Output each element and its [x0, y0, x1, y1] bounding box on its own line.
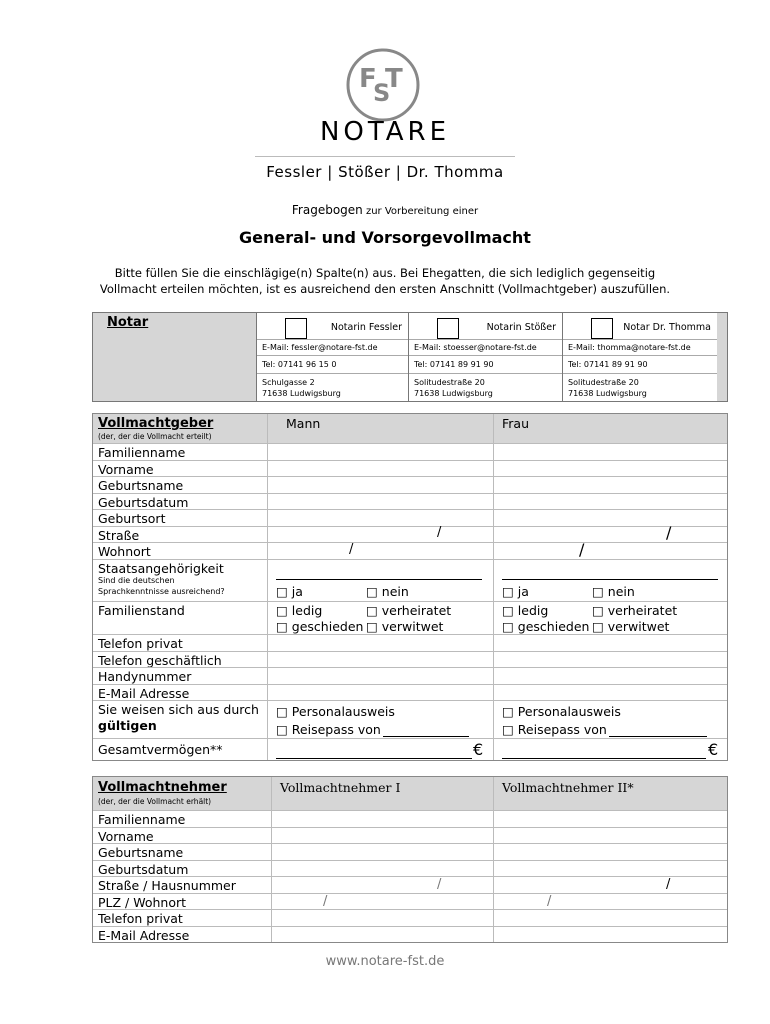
table-row: Geburtsname	[93, 476, 727, 493]
input-geburtsname-mann[interactable]	[267, 477, 493, 493]
notar-checkbox-stoesser[interactable]	[437, 318, 459, 339]
form-intro-line: Fragebogen zur Vorbereitung einer	[291, 203, 479, 217]
table-row: Gesamtvermögen** € €	[93, 738, 727, 760]
input-familienname-mann[interactable]	[267, 444, 493, 460]
notar-option-stoesser: Notarin Stößer E-Mail: stoesser@notare-fst.de Tel: 07141 89 91 90 Solitudestraße 20 71638 Ludwigsburg	[408, 313, 562, 401]
table-row: E-Mail Adresse	[93, 684, 727, 700]
table-row: Geburtsort	[93, 509, 727, 526]
checkbox-geschieden-frau[interactable]: □ geschieden	[502, 619, 590, 634]
svg-text:T: T	[385, 64, 403, 94]
input-vorname-nehmer2[interactable]	[493, 828, 727, 843]
table-row: Geburtsdatum	[93, 493, 727, 509]
checkbox-personalausweis-frau[interactable]: □ Personalausweis	[502, 704, 621, 719]
input-tel-privat-mann[interactable]	[267, 635, 493, 651]
input-tel-privat-nehmer1[interactable]	[271, 910, 493, 926]
input-handy-frau[interactable]	[493, 668, 727, 684]
vollmachtnehmer-table	[92, 776, 728, 943]
table-row: PLZ / Wohnort / /	[93, 893, 727, 909]
input-staat-frau[interactable]	[493, 560, 727, 601]
input-strasse-nehmer2[interactable]: /	[493, 877, 727, 893]
table-row: Geburtsname	[93, 843, 727, 860]
svg-text:S: S	[373, 79, 391, 107]
table-row: Staatsangehörigkeit Sind die deutschen Sprachkenntnisse ausreichend? □ ja □ nein □ ja □ nein	[93, 559, 727, 601]
input-vermoegen-frau[interactable]: €	[493, 739, 727, 760]
checkbox-verheiratet-mann[interactable]: □ verheiratet	[366, 603, 452, 618]
input-plz-nehmer2[interactable]: /	[493, 894, 727, 909]
input-familienname-nehmer2[interactable]	[493, 811, 727, 827]
checkbox-personalausweis-mann[interactable]: □ Personalausweis	[276, 704, 395, 719]
input-plz-nehmer1[interactable]: /	[271, 894, 493, 909]
fst-logo	[345, 47, 421, 123]
input-tel-privat-nehmer2[interactable]	[493, 910, 727, 926]
footer-website: www.notare-fst.de	[325, 954, 445, 969]
input-geburtsname-nehmer1[interactable]	[271, 844, 493, 860]
table-row: Straße / Hausnummer / /	[93, 876, 727, 893]
input-vermoegen-mann[interactable]: €	[267, 739, 493, 760]
input-tel-privat-frau[interactable]	[493, 635, 727, 651]
input-tel-gesch-mann[interactable]	[267, 652, 493, 667]
input-geburtsdatum-frau[interactable]	[493, 494, 727, 509]
input-vorname-frau[interactable]	[493, 461, 727, 476]
input-vorname-mann[interactable]	[267, 461, 493, 476]
input-email-nehmer2[interactable]	[493, 927, 727, 942]
input-geburtsname-nehmer2[interactable]	[493, 844, 727, 860]
notar-checkbox-thomma[interactable]	[591, 318, 613, 339]
table-row: Telefon geschäftlich	[93, 651, 727, 667]
checkbox-reisepass-frau[interactable]: □ Reisepass von	[502, 722, 607, 737]
table-header: Vollmachtgeber (der, der die Vollmacht erteilt) Mann Frau	[93, 414, 727, 443]
checkbox-ja-mann[interactable]: □ ja	[276, 584, 303, 599]
brand-name: NOTARE	[319, 117, 451, 147]
table-row: Telefon privat	[93, 634, 727, 651]
checkbox-nein-mann[interactable]: □ nein	[366, 584, 409, 599]
table-row: E-Mail Adresse	[93, 926, 727, 942]
input-email-frau[interactable]	[493, 685, 727, 700]
vollmachtgeber-table	[92, 413, 728, 761]
brand-divider	[255, 156, 515, 157]
table-row: Familienname	[93, 443, 727, 460]
intro-text: Bitte füllen Sie die einschlägige(n) Spalte(n) aus. Bei Ehegatten, die sich lediglich gegenseitig Vollmacht erteilen möchten, ist es ausreichend den ersten Anschnitt (Vollmachtgeber) auszufüllen.	[99, 266, 671, 296]
table-row: Vorname	[93, 827, 727, 843]
input-wohnort-frau[interactable]: /	[493, 543, 727, 559]
notar-checkbox-fessler[interactable]	[285, 318, 307, 339]
table-row: Geburtsdatum	[93, 860, 727, 876]
checkbox-geschieden-mann[interactable]: □ geschieden	[276, 619, 364, 634]
checkbox-ledig-mann[interactable]: □ ledig	[276, 603, 323, 618]
input-geburtsname-frau[interactable]	[493, 477, 727, 493]
svg-text:F: F	[359, 64, 377, 94]
table-row: Telefon privat	[93, 909, 727, 926]
input-geburtsdatum-nehmer2[interactable]	[493, 861, 727, 876]
checkbox-ja-frau[interactable]: □ ja	[502, 584, 529, 599]
checkbox-reisepass-mann[interactable]: □ Reisepass von	[276, 722, 381, 737]
notar-table	[92, 312, 728, 402]
notar-option-thomma: Notar Dr. Thomma E-Mail: thomma@notare-fst.de Tel: 07141 89 91 90 Solitudestraße 20 71638 Ludwigsburg	[562, 313, 717, 401]
table-row: Handynummer	[93, 667, 727, 684]
notar-label: Notar	[107, 315, 149, 330]
input-geburtsdatum-mann[interactable]	[267, 494, 493, 509]
table-row: Sie weisen sich aus durch gültigen □ Personalausweis □ Reisepass von □ Personalausweis □ Reisepass von	[93, 700, 727, 738]
input-tel-gesch-frau[interactable]	[493, 652, 727, 667]
input-geburtsdatum-nehmer1[interactable]	[271, 861, 493, 876]
input-email-nehmer1[interactable]	[271, 927, 493, 942]
input-geburtsort-mann[interactable]	[267, 510, 493, 526]
table-row: Wohnort / /	[93, 542, 727, 559]
input-strasse-mann[interactable]: /	[267, 527, 493, 542]
checkbox-verheiratet-frau[interactable]: □ verheiratet	[592, 603, 678, 618]
checkbox-ledig-frau[interactable]: □ ledig	[502, 603, 549, 618]
input-staat-mann[interactable]	[267, 560, 493, 601]
checkbox-nein-frau[interactable]: □ nein	[592, 584, 635, 599]
form-title: General- und Vorsorgevollmacht	[239, 228, 531, 247]
input-strasse-frau[interactable]: /	[493, 527, 727, 542]
table-header: Vollmachtnehmer (der, der die Vollmacht erhält) Vollmachtnehmer I Vollmachtnehmer II*	[93, 777, 727, 810]
table-row: Vorname	[93, 460, 727, 476]
table-row: Familienname	[93, 810, 727, 827]
input-wohnort-mann[interactable]: /	[267, 543, 493, 559]
table-row: Straße / /	[93, 526, 727, 542]
input-strasse-nehmer1[interactable]: /	[271, 877, 493, 893]
brand-subtitle: Fessler | Stößer | Dr. Thomma	[266, 163, 504, 181]
input-geburtsort-frau[interactable]	[493, 510, 727, 526]
input-vorname-nehmer1[interactable]	[271, 828, 493, 843]
checkbox-verwitwet-mann[interactable]: □ verwitwet	[366, 619, 444, 634]
table-row: Familienstand □ ledig □ verheiratet □ geschieden □ verwitwet □ ledig □ verheiratet □ geschieden □ verwitwet	[93, 601, 727, 634]
input-handy-mann[interactable]	[267, 668, 493, 684]
input-email-mann[interactable]	[267, 685, 493, 700]
notar-option-fessler: Notarin Fessler E-Mail: fessler@notare-fst.de Tel: 07141 96 15 0 Schulgasse 2 71638 Ludwigsburg	[256, 313, 408, 401]
checkbox-verwitwet-frau[interactable]: □ verwitwet	[592, 619, 670, 634]
input-familienname-frau[interactable]	[493, 444, 727, 460]
input-familienname-nehmer1[interactable]	[271, 811, 493, 827]
